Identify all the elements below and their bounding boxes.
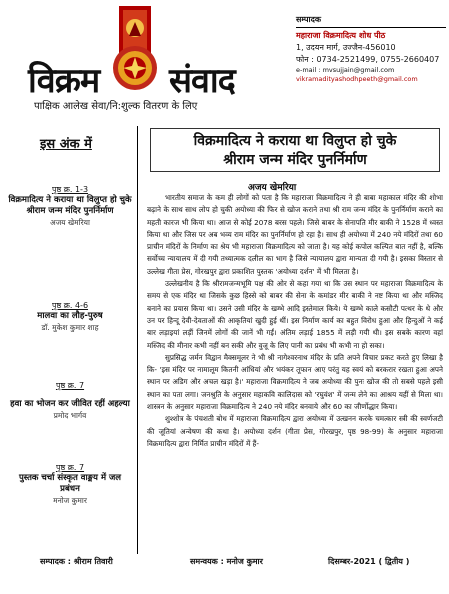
contact-block	[296, 14, 446, 84]
headline-line-2: श्रीराम जन्म मंदिर पुनर्निर्माण	[223, 152, 367, 168]
footer-editor: सम्पादक : श्रीराम तिवारी	[40, 557, 113, 566]
toc-item[interactable]	[8, 184, 132, 228]
contact-email[interactable]: e-mail : mvsujjain@gmail.com	[296, 66, 395, 74]
footer	[40, 556, 440, 570]
masthead-title-left: विक्रम	[28, 61, 100, 101]
article-byline: अजय खेमरिया	[248, 183, 297, 193]
toc-item-author: मनोज कुमार	[53, 496, 87, 505]
toc-item[interactable]	[8, 380, 132, 421]
column-divider	[137, 126, 138, 554]
contact-address: 1, उदयन मार्ग, उज्जैन-456010	[296, 43, 396, 52]
toc-item-title: पुस्तक चर्चा संस्कृत वाङ्मय में जल प्रबंधन	[18, 473, 122, 494]
toc-heading: इस अंक में	[40, 137, 92, 152]
toc-item-title: विक्रमादित्य ने कराया था विलुप्त हो चुके श्रीराम जन्म मंदिर पुनर्निर्माण	[8, 195, 132, 216]
footer-issue: दिसम्बर-2021 ( द्वितीय )	[328, 557, 410, 566]
article-paragraph: शुश्शोत्र के पंचशती बोध में महाराजा विक्रमादित्य द्वारा अयोध्या में उत्खनन करके चमत्कार स्त्री की स्वर्णजटी की जूतियां अन्वेषण की कथा है। अयोध्या दर्शन (गीता प्रेस, गोरखपुर, पृष्ठ 98-99) के अनुसार महाराजा विक्रमादित्य द्वारा निर्मित प्राचीन मंदिरों में हैं-	[147, 414, 443, 448]
headline-line-1: विक्रमादित्य ने कराया था विलुप्त हो चुके	[193, 133, 397, 149]
toc-item-author: प्रमोद भार्गव	[53, 411, 87, 420]
masthead-tagline: पाक्षिक आलेख सेवा/नि:शुल्क वितरण के लिए	[34, 101, 198, 112]
contact-label: सम्पादक	[296, 15, 321, 24]
masthead-title-right: संवाद	[169, 61, 235, 101]
toc-item-page: पृष्ठ क्र. 1-3	[51, 185, 89, 194]
vikramaditya-seal-logo	[103, 6, 167, 92]
toc-item-author: अजय खेमरिया	[50, 218, 90, 227]
toc-item-title: हवा का भोजन कर जीवित रहीं अहल्या	[10, 399, 130, 409]
contact-email-secondary[interactable]: vikramadityashodhpeeth@gmail.com	[296, 75, 418, 83]
toc-item[interactable]	[8, 462, 132, 506]
toc-item-page: पृष्ठ क्र. 4-6	[51, 301, 89, 310]
contact-divider	[296, 27, 446, 28]
table-of-contents	[0, 122, 135, 552]
toc-item[interactable]	[8, 300, 132, 333]
article-paragraph: उल्लेखनीय है कि श्रीरामजन्मभूमि पक्ष की ओर से कहा गया था कि उस स्थान पर महाराजा विक्रमादित्य के समय से एक मंदिर था जिसके कुछ हिस्से को बाबर की सेना के कमांडर मीर बाकी ने नष्ट किया था और मस्जिद बनाने का प्रयास किया था। उसने उसी मंदिर के खम्भे आदि इस्तेमाल किये। ये खम्भे काले कसौटी पत्थर के थे और उन पर हिन्दू देवी-देवताओं की आकृतियां खुदी हुई थीं। इस निर्माण कार्य का बहुत विरोध हुआ और हिन्दुओं ने कई बार लड़ाइयां लड़ीं जिनमें लोगों की जानें भी गईं। अंतिम लड़ाई 1855 में लड़ी गयी थी। इस सबके कारण वहां मस्जिद की मीनार कभी नहीं बन सकी और वुजू के लिए पानी का प्रबंध भी कभी ना हो सका।	[147, 279, 443, 350]
contact-institution: महाराजा विक्रमादित्य शोध पीठ	[296, 31, 386, 40]
article-body	[147, 192, 443, 544]
toc-item-page: पृष्ठ क्र. 7	[55, 463, 85, 472]
article-paragraph: भारतीय समाज के कम ही लोगों को पता है कि महाराजा विक्रमादित्य ने ही बाबा महाकाल मंदिर की शोभा बढ़ाने के साथ साथ लोप हो चुकी अयोध्या की फिर से खोज कराने तथा श्री राम जन्म मंदिर के पुनर्निर्माण कराने का महती कारज भी किया था। आज से कोई 2078 बरस पहले। जिसे बाबर के सेनापति मीर बाकी ने 1528 में ध्वस्त किया था और जिस पर अब भव्य राम मंदिर का पुनर्निर्माण हो रहा है। साथ ही अयोध्या में 240 नये मंदिरों तथा 60 प्राचीन मंदिरों के निर्माण का श्रेय भी महाराजा विक्रमादित्य को जाता है। यह कोई कपोल कल्पित बात नहीं है, बल्कि सर्वोच्च न्यायालय में दी गयी तथ्यात्मक दलील का भाग है जिसे न्यायालय द्वारा मान्यता दी गयी है। इसका विस्तार से उल्लेख गीता प्रेस, गोरखपुर द्वारा प्रकाशित पुस्तक 'अयोध्या दर्शन' में भी मिलता है।	[147, 193, 443, 276]
footer-coordinator: समन्वयक : मनोज कुमार	[190, 557, 263, 566]
masthead	[0, 0, 449, 122]
article-headline	[150, 128, 440, 172]
toc-item-author: डॉ. मुकेश कुमार शाह	[41, 323, 99, 332]
toc-item-title: मालवा का लौह-पुरुष	[37, 311, 103, 321]
article-paragraph: सुप्रसिद्ध जर्मन विद्वान मैक्समूलर ने भी श्री नागेश्वरनाथ मंदिर के प्रति अपने विचार प्रकट करते हुए लिखा है कि- 'इस मंदिर पर नामालूम कितनी आंधियां और भयंकर तूफान आए परंतु यह स्वयं को बरकरार रखता हुआ अपने स्थान पर अडिग और अचल खड़ा है।' महाराजा विक्रमादित्य ने जब अयोध्या की पुनः खोज की तो सबसे पहले इसी स्थान का पता लगा। जनश्रुति के अनुसार महाकवि कालिदास को 'रघुवंश' में जन्म लेने का आश्रय यहीं से मिला था। शास्त्रन के अनुसार महाराजा विक्रमादित्य ने 240 नये मंदिर बनवाये और 60 का जीर्णोद्धार किया।	[147, 352, 443, 412]
toc-item-page: पृष्ठ क्र. 7	[55, 381, 85, 390]
contact-phone: फोन : 0734-2521499, 0755-2660407	[296, 55, 440, 64]
